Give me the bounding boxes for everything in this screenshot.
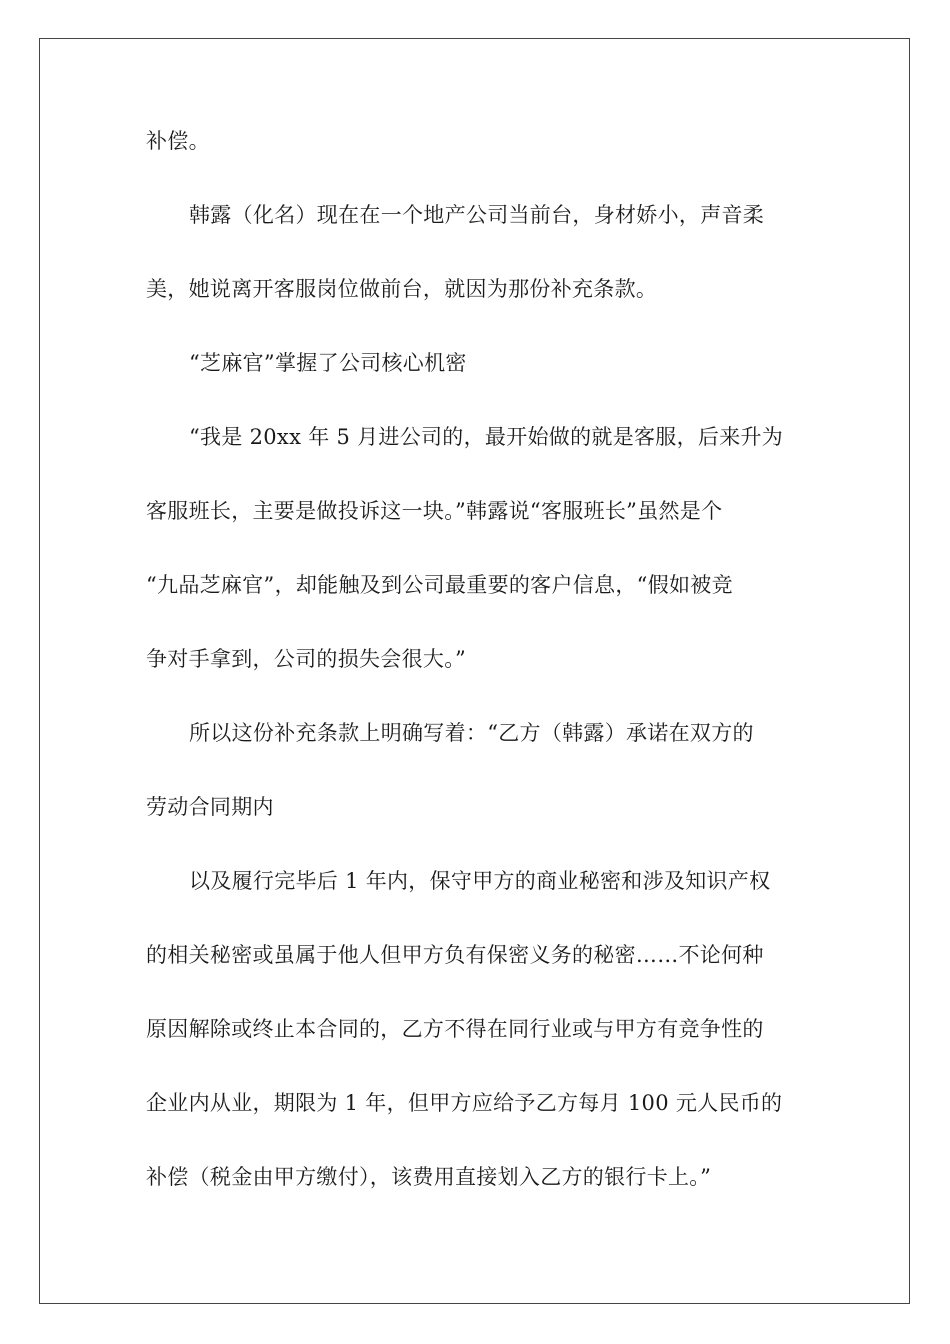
text-line: 客服班长，主要是做投诉这一块。”韩露说“客服班长”虽然是个 — [146, 499, 723, 523]
text-line: 所以这份补充条款上明确写着：“乙方（韩露）承诺在双方的 — [189, 721, 754, 745]
text-line: 的相关秘密或虽属于他人但甲方负有保密义务的秘密……不论何种 — [146, 943, 764, 967]
text-line: “九品芝麻官”，却能触及到公司最重要的客户信息，“假如被竞 — [146, 573, 733, 597]
text-line: 争对手拿到，公司的损失会很大。” — [146, 647, 467, 671]
text-line: 补偿。 — [146, 129, 210, 153]
text-line: 原因解除或终止本合同的，乙方不得在同行业或与甲方有竞争性的 — [146, 1017, 764, 1041]
text-line: “我是 20xx 年 5 月进公司的，最开始做的就是客服，后来升为 — [189, 425, 784, 449]
text-line: 韩露（化名）现在在一个地产公司当前台，身材娇小，声音柔 — [189, 203, 765, 227]
text-line: 以及履行完毕后 1 年内，保守甲方的商业秘密和涉及知识产权 — [189, 869, 771, 893]
section-heading: “芝麻官”掌握了公司核心机密 — [189, 351, 467, 375]
text-line: 劳动合同期内 — [146, 795, 274, 819]
text-line: 补偿（税金由甲方缴付），该费用直接划入乙方的银行卡上。” — [146, 1165, 712, 1189]
text-line: 美，她说离开客服岗位做前台，就因为那份补充条款。 — [146, 277, 658, 301]
text-line: 企业内从业，期限为 1 年，但甲方应给予乙方每月 100 元人民币的 — [146, 1091, 783, 1115]
